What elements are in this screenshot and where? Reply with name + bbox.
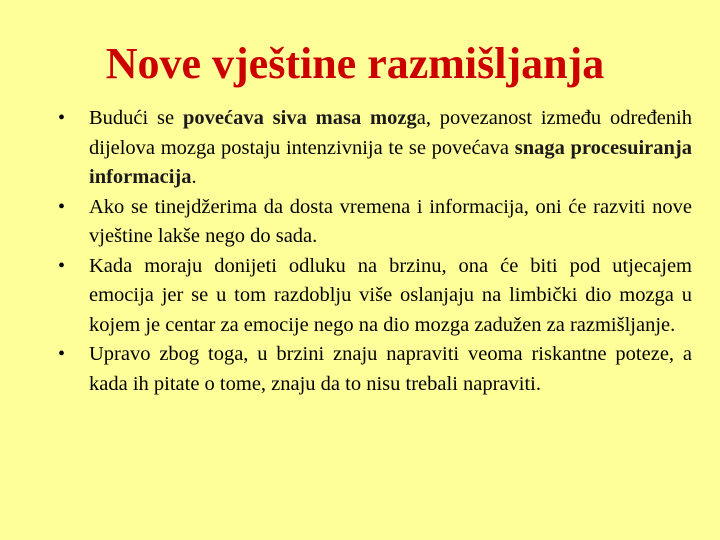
bullet-text-1-part-3: a, povezanost između određenih dijelova mozga postaju intenzivnija te se povećava bbox=[89, 107, 692, 159]
bullet-dot-icon: • bbox=[58, 107, 66, 129]
bullet-text-1-part-5: . bbox=[191, 166, 197, 188]
bullet-item-1 bbox=[52, 104, 692, 193]
slide-title: Nove vještine razmišljanja bbox=[105, 39, 605, 88]
bullet-text-1-part-4: snaga procesuiranja informacija bbox=[89, 136, 693, 188]
bullet-item-2 bbox=[52, 193, 692, 252]
bullet-dot-icon: • bbox=[58, 343, 66, 365]
bullet-text-1-part-2: povećava siva masa mozg bbox=[182, 107, 417, 129]
bullet-list bbox=[52, 104, 692, 399]
bullet-item-3 bbox=[52, 252, 692, 341]
bullet-item-4 bbox=[52, 340, 692, 399]
bullet-text-3: Kada moraju donijeti odluku na brzinu, ona će biti pod utjecajem emocija jer se u tom razdoblju više oslanjaju na limbički dio mozga u kojem je centar za emocije nego na dio mozga zadužen za razmišljanje. bbox=[89, 254, 692, 336]
bullet-dot-icon: • bbox=[58, 195, 66, 218]
bullet-text-2: Ako se tinejdžerima da dosta vremena i informacija, oni će razviti nove vještine lakše nego do sada. bbox=[89, 195, 692, 247]
bullet-text-4: Upravo zbog toga, u brzini znaju napraviti veoma riskantne poteze, a kada ih pitate o tome, znaju da to nisu trebali napraviti. bbox=[89, 343, 692, 395]
bullet-dot-icon: • bbox=[58, 254, 66, 277]
bullet-text-1-part-1: Budući se bbox=[89, 107, 183, 129]
